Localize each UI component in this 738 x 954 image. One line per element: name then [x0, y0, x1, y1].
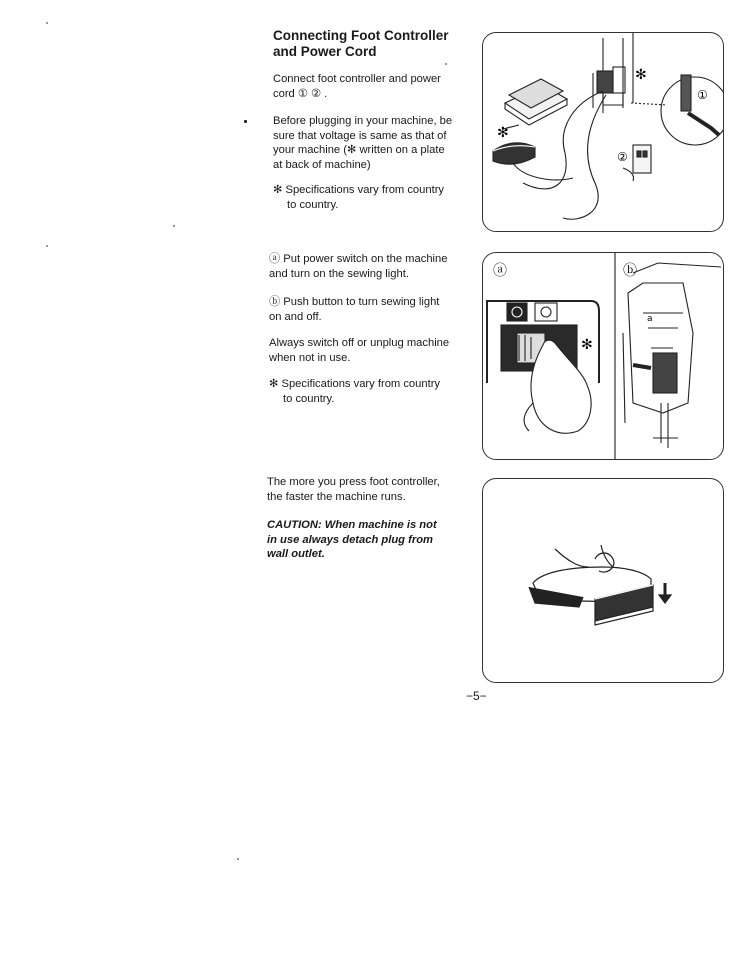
text-line: when not in use. [269, 351, 351, 364]
light-button-paragraph [269, 295, 459, 324]
spec-note [269, 377, 459, 406]
power-connection-illustration [483, 33, 723, 231]
text-line: Always switch off or unplug machine [269, 337, 450, 349]
light-switch-paragraph [269, 252, 459, 281]
text-line: Before plugging in your machine, be [273, 115, 453, 127]
callout-a-small: a [647, 314, 653, 324]
page-speck [445, 63, 447, 65]
callout-b: ⓑ [623, 263, 637, 279]
asterisk-label: ✻ [635, 67, 647, 83]
text-line: to country. [287, 198, 339, 211]
title-line: and Power Cord [273, 44, 377, 59]
text-line: to country. [283, 392, 335, 405]
page-speck [244, 120, 247, 123]
figure-foot-pressing [482, 478, 724, 683]
light-switch-illustration [483, 253, 723, 459]
asterisk-label: ✻ [497, 125, 509, 141]
page-speck [46, 245, 48, 247]
page-speck [237, 858, 239, 860]
text-line: CAUTION: When machine is not [267, 519, 437, 531]
asterisk-label: ✻ [581, 337, 593, 353]
callout-a: ⓐ [493, 263, 507, 279]
spec-note [273, 183, 458, 212]
text-line: ✻ Specifications vary from country [269, 378, 441, 390]
section-title [273, 28, 473, 60]
text-line: at back of machine) [273, 158, 371, 171]
title-line: Connecting Foot Controller [273, 28, 449, 43]
text-line: The more you press foot controller, [267, 476, 440, 488]
text-line: in use always detach plug from [267, 533, 433, 546]
caution-paragraph [267, 518, 457, 562]
voltage-paragraph [273, 114, 458, 172]
page-speck [173, 225, 175, 227]
text-line: the faster the machine runs. [267, 490, 406, 503]
figure-power-connection [482, 32, 724, 232]
text-line: cord ① ② . [273, 87, 328, 100]
switch-off-paragraph [269, 336, 459, 365]
connect-paragraph [273, 72, 458, 101]
page-speck [46, 22, 48, 24]
text-line: on and off. [269, 310, 322, 323]
speed-paragraph [267, 475, 457, 504]
text-line: Connect foot controller and power [273, 73, 441, 85]
text-line: ⓑ Push button to turn sewing light [269, 296, 440, 308]
text-line: and turn on the sewing light. [269, 267, 409, 280]
text-line: ⓐ Put power switch on the machine [269, 253, 448, 265]
callout-two: ② [617, 150, 628, 164]
callout-one: ① [697, 88, 708, 102]
foot-pressing-illustration [483, 479, 723, 682]
figure-light-switch [482, 252, 724, 460]
text-line: wall outlet. [267, 548, 325, 560]
text-line: ✻ Specifications vary from country [273, 184, 445, 196]
text-line: sure that voltage is same as that of [273, 129, 447, 142]
text-line: your machine (✻ written on a plate [273, 144, 445, 156]
page-number: −5− [466, 689, 487, 703]
